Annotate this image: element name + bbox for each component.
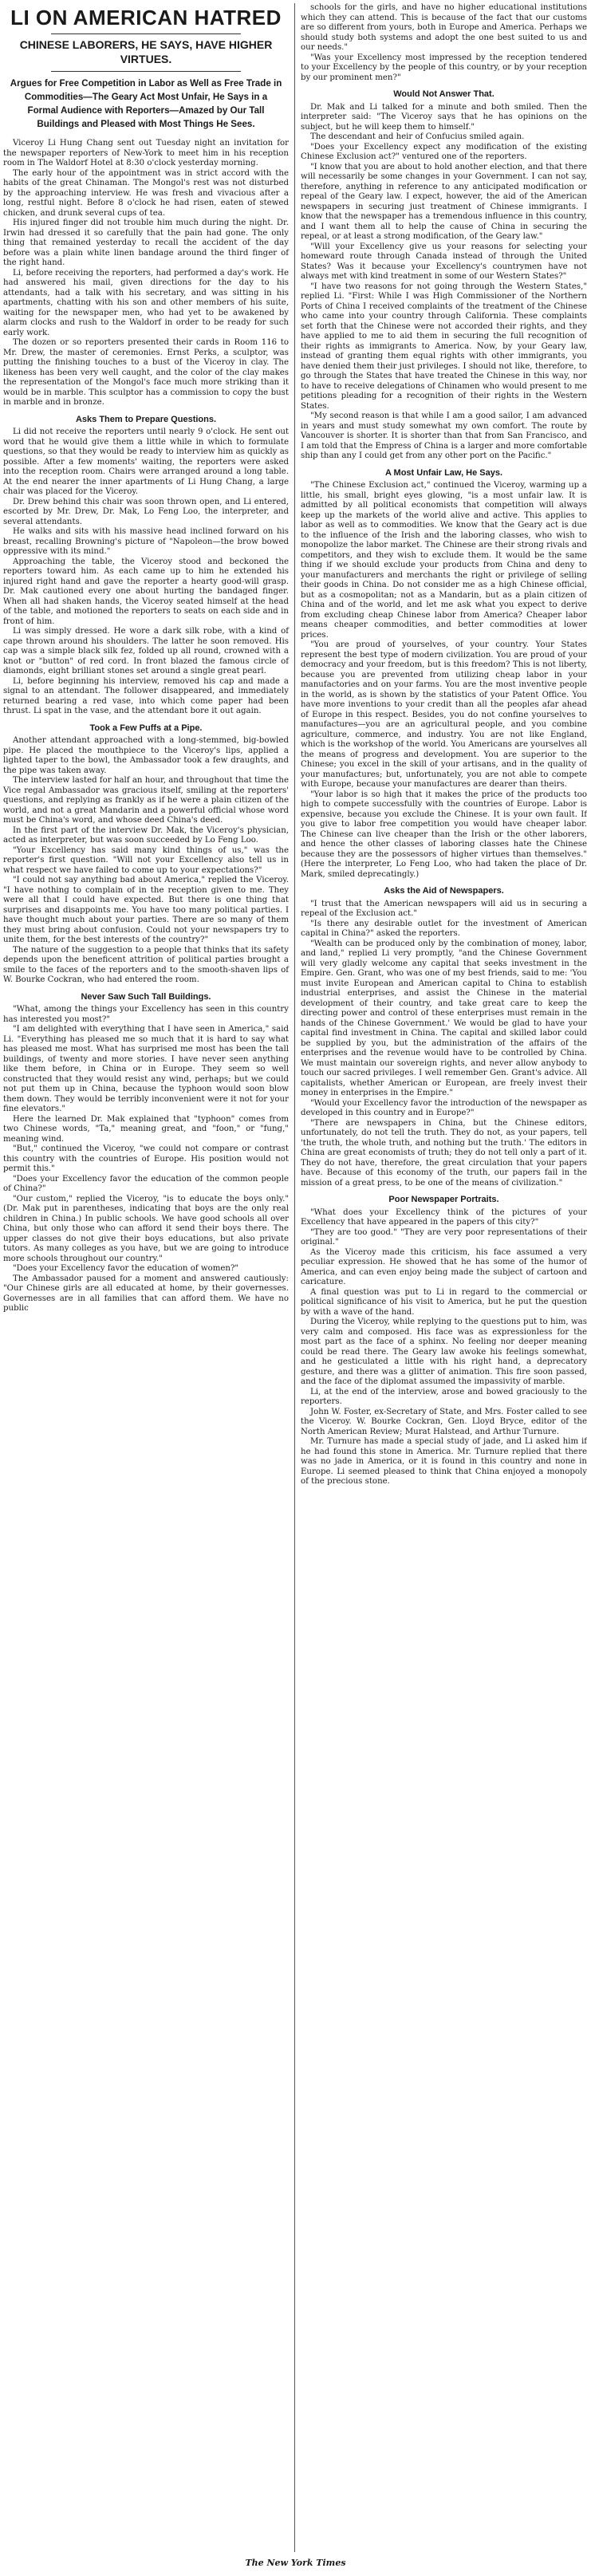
article-paragraph: Another attendant approached with a long-stemmed, big-bowled pipe. He placed the mouthpiece to the Viceroy's lips, applied a lighted taper to the bowl, the Ambassador took a few draughts, and the pipe was taken away. <box>3 736 289 775</box>
article-paragraph: "Your labor is so high that it makes the price of the products too high to compete successfully with the countries of Europe. Labor is expensive, because you exclude the Chinese. It is your own fault. If you give to labor free competition you would have cheaper labor. The Chinese can live cheaper than the Irish or the other laborers, and hence the other classes of laboring classes hate the Chinese because they are the possessors of higher virtues than themselves." (Here the interpreter, Lo Feng Loo, who had taken the place of Dr. Mark, smiled deprecatingly.) <box>301 790 587 879</box>
left-column-body <box>3 139 289 1314</box>
article-paragraph: "What, among the things your Excellency has seen in this country has interested you most?" <box>3 1005 289 1024</box>
article-paragraph: A final question was put to Li in regard to the commercial or political significance of his visit to America, but he put the question by with a wave of the hand. <box>301 1287 587 1317</box>
article-paragraph: "Our custom," replied the Viceroy, "is to educate the boys only." (Dr. Mak put in parentheses, indicating that boys are the only real children in China.) In public schools. We have good schools all over China, but only those who can afford it send their boys there. The upper classes do not give their boys educations, but also private tutors. As many colleges as you have, but we are going to introduce more schools throughout our country." <box>3 1194 289 1263</box>
masthead-footer: The New York Times <box>245 2558 346 2568</box>
article-paragraph: The nature of the suggestion to a people that thinks that its safety depends upon the beneficent attrition of political parties brought a smile to the faces of the reporters and to the smooth-shaven lips of W. Bourke Cockran, who had entered the room. <box>3 945 289 984</box>
section-subhead: Never Saw Such Tall Buildings. <box>81 991 211 1002</box>
subheadline: CHINESE LABORERS, HE SAYS, HAVE HIGHER VIRTUES. <box>19 38 273 65</box>
left-column <box>3 3 295 2552</box>
article-paragraph: He walks and sits with his massive head inclined forward on his breast, recalling Browning's picture of "Napoleon—the brow bowed oppressive with its mind." <box>3 527 289 556</box>
article-paragraph: "Is there any desirable outlet for the investment of American capital in China?" asked the reporters. <box>301 919 587 938</box>
article-paragraph: Li was simply dressed. He wore a dark silk robe, with a kind of cape thrown around his shoulders. The latter he soon removed. His cap was a simple black silk fez, folded up all round, crowned with a knot or "button" of red cord. In front blazed the famous circle of diamonds, eight brilliant stones set around a single great pearl. <box>3 627 289 676</box>
article-paragraph: The interview lasted for half an hour, and throughout that time the Vice regal Ambassador was gracious itself, smiling at the reporters' questions, and replying as frankly as if he were a plain citizen of the world, and not a great Mandarin and a powerful official whose word must be China's word, and whose deed China's deed. <box>3 776 289 825</box>
article-paragraph: Li, before beginning his interview, removed his cap and made a signal to an attendant. The follower disappeared, and immediately returned bearing a red vase, into which come paper had been thrust. Li spat in the vase, and the attendant bore it out again. <box>3 676 289 715</box>
article-paragraph: "Was your Excellency most impressed by the reception tendered to your Excellency by the people of this country, or by your reception by our prominent men?" <box>301 53 587 82</box>
article-paragraph: "What does your Excellency think of the pictures of your Excellency that have appeared in the papers of this city?" <box>301 1207 587 1227</box>
article-paragraph: Here the learned Dr. Mak explained that "typhoon" comes from two Chinese words, "Ta," meaning great, and "foon," or "fung," meaning wind. <box>3 1114 289 1144</box>
article-paragraph: Li did not receive the reporters until nearly 9 o'clock. He sent out word that he would give them a little while in which to formulate questions, so that they would be ready to interview him as quickly as possible. After a few moments' waiting, the reporters were asked into the reception room. Chairs were arranged around a long table. At the end nearer the inner apartments of Li Hung Chang, a large chair was placed for the Viceroy. <box>3 427 289 496</box>
right-column <box>295 3 587 2552</box>
article-paragraph: The dozen or so reporters presented their cards in Room 116 to Mr. Drew, the master of ceremonies. Ernst Perks, a sculptor, was putting the finishing touches to a bust of the Viceroy in clay. The likeness has been very well caught, and the color of the clay makes the representation of the Mongol's face much more striking than it would be in marble. This sculptor has a commission to copy the bust in marble and in bronze. <box>3 338 289 407</box>
article-paragraph: "Will your Excellency give us your reasons for selecting your homeward route through Canada instead of through the United States? Was it because your Excellency's countrymen have not always met with kind treatment in some of our Western States?" <box>301 242 587 281</box>
article-paragraph: "I am delighted with everything that I have seen in America," said Li. "Everything has pleased me so much that it is hard to say what has pleased me most. What has surprised me most has been the tall buildings, of twenty and more stories. I have never seen anything like them before, in China or in Europe. They seem so well constructed that they would resist any wind, perhaps; but we could not put them up in China, because the typhoon would soon blow them down. They would be terribly inconvenient were it not for your fine elevators." <box>3 1025 289 1113</box>
section-subhead: Would Not Answer That. <box>393 89 494 99</box>
right-column-body <box>301 3 587 1487</box>
article-paragraph: "You are proud of yourselves, of your country. Your States represent the best type of modern civilization. You are proud of your democracy and your freedom, but is this freedom? This is not liberty, because you are prevented from utilizing cheap labor in your manufactories and on your farms. You are the most inventive people in the world, as is shown by the statistics of your Patent Office. You have more inventions to your credit than all the peoples afar ahead of Europe in this respect. Besides, you do not confine yourselves to manufactures—you are an agricultural people, and you combine agriculture, commerce, and industry. You are not like England, which is the workshop of the world. You Americans are yourselves all the means of progress and development. You are superior to the Chinese; you excel in the skill of your artisans, and in the quality of your manufactures; but, unfortunately, you are not able to compete with Europe, because your manufactures are dearer than theirs. <box>301 640 587 789</box>
article-paragraph: His injured finger did not trouble him much during the night. Dr. Irwin had dressed it so carefully that the pain had gone. The only thing that remained yesterday to recall the accident of the day before was a plain white linen bandage around the third finger of the right hand. <box>3 219 289 267</box>
article-paragraph: Dr. Mak and Li talked for a minute and both smiled. Then the interpreter said: "The Viceroy says that he has opinions on the subject, but he will keep them to himself." <box>301 102 587 132</box>
article-paragraph: "The Chinese Exclusion act," continued the Viceroy, warming up a little, his small, bright eyes glowing, "is a most unfair law. It is admitted by all political economists that competition will always keep up the markets of the world alive and active. This applies to labor as well as to commodities. We know that the Geary act is due to the influence of the Irish and the laboring classes, who wish to monopolize the labor market. The Chinese are their strong rivals and competitors, and they wish to exclude them. It would be the same thing if we should exclude your products from China and deny to your manufacturers and merchants the right or privilege of selling their goods in China. Do not consider me as a high Chinese official, but as a cosmopolitan; not as a Mandarin, but as a plain citizen of China and of the world, and let me ask what you expect to derive from excluding cheap Chinese labor from America? Cheaper labor means cheaper commodities, and better commodities at lower prices. <box>301 481 587 640</box>
article-paragraph: The Ambassador paused for a moment and answered cautiously: "Our Chinese girls are all educated at home, by their governesses. Governesses are in all families that can afford them. We have no public <box>3 1274 289 1313</box>
article-paragraph: "Does your Excellency favor the education of the common people of China?" <box>3 1174 289 1193</box>
article-paragraph: During the Viceroy, while replying to the questions put to him, was very calm and composed. His face was as expressionless for the most part as the face of a sphinx. No feeling nor deeper meaning could be read there. The Geary law awoke his feelings somewhat, and he gesticulated a little with his right hand, a deprecatory gesture, and there was a glitter of animation. This fire soon passed, and the face of the diplomat assumed the impassivity of marble. <box>301 1318 587 1386</box>
article-paragraph: "They are too good." "They are very poor representations of their original." <box>301 1227 587 1247</box>
article-paragraph: "My second reason is that while I am a good sailor, I am advanced in years and must study somewhat my own comfort. The route by Vancouver is shorter. It is shorter than that from San Francisco, and I am told that the Empress of China is a larger and more comfortable ship than any I could get from any other port on the Pacific." <box>301 412 587 460</box>
article-paragraph: "I have two reasons for not going through the Western States," replied Li. "First: While I was High Commissioner of the Northern Ports of China I received complaints of the treatment of the Chinese who came into your country through California. These complaints set forth that the Chinese were not accorded their rights, and they have applied to me to aid them in securing the full recognition of their rights as immigrants to America. Now, by your Geary law, instead of granting them equal rights with other immigrants, you have denied them their just privileges. I should not like, therefore, to go through the States that have treated the Chinese in this way, nor to have to receive delegations of Chinamen who would present to me petitions pleading for a recognition of their rights in the Western States. <box>301 282 587 411</box>
article-paragraph: Li, before receiving the reporters, had performed a day's work. He had answered his mail, given directions for the day to his attendants, had a talk with his secretary, and was sitting in his apartments, chatting with his son and other members of his suite, waiting for the newspaper men, who had yet to be awakened by alarm clocks and rush to the Waldorf in order to be ready for such early work. <box>3 268 289 337</box>
article-paragraph: "Wealth can be produced only by the combination of money, labor, and land," replied Li very promptly, "and the Chinese Government will very gladly welcome any capital that seeks investment in the Empire. Gen. Grant, who was one of my best friends, said to me: 'You must invite European and American capital to China to establish industrial enterprises, and assist the Chinese in the material development of their country, and take great care to keep the directing power and control of these enterprises must remain in the hands of the Chinese Government.' We would be glad to have your capital find investment in China. The capital and skilled labor could be supplied by you, but the administration of the affairs of the enterprises and the revenue would have to be controlled by China. We must maintain our sovereign rights, and never allow anybody to touch our sacred privileges. I well remember Gen. Grant's advice. All capitalists, whether American or European, are freely invest their money in enterprises in the Empire." <box>301 939 587 1097</box>
article-paragraph: John W. Foster, ex-Secretary of State, and Mrs. Foster called to see the Viceroy. W. Bourke Cockran, Gen. Lloyd Bryce, editor of the North American Review; Murat Halstead, and Arthur Turnure. <box>301 1407 587 1436</box>
newspaper-page <box>3 3 588 2552</box>
headline: LI ON AMERICAN HATRED <box>10 6 282 30</box>
article-paragraph: The descendant and heir of Confucius smiled again. <box>310 132 525 141</box>
article-paragraph: Viceroy Li Hung Chang sent out Tuesday night an invitation for the newspaper reporters of New-York to meet him in his reception room in The Waldorf Hotel at 8:30 o'clock yesterday morning. <box>3 139 289 167</box>
section-subhead: Poor Newspaper Portraits. <box>388 1195 499 1204</box>
article-paragraph: As the Viceroy made this criticism, his face assumed a very peculiar expression. He showed that he has some of the humor of America, and can even enjoy being made the subject of cartoon and caricature. <box>301 1247 587 1286</box>
deck-rule <box>51 71 241 72</box>
section-subhead: Took a Few Puffs at a Pipe. <box>89 723 203 733</box>
article-paragraph: "I trust that the American newspapers will aid us in securing a repeal of the Exclusion act." <box>301 899 587 918</box>
article-paragraph: "I could not say anything bad about America," replied the Viceroy. "I have nothing to complain of in the reception given to me. They were all that I could have expected. But there is one thing that surprises and disappoints me. You have too many political parties. I have thought much about your parties. There are so many of them they must bring about confusion. Could not your newspapers try to unite them, for the best interests of the country?" <box>3 876 289 944</box>
article-paragraph: Approaching the table, the Viceroy stood and beckoned the reporters toward him. As each came up to him he extended his injured right hand and gave the reporter a hearty good-will grasp. Dr. Mak cautioned every one about hurting the bandaged finger. When all had shaken hands, the Viceroy seated himself at the head of the table, and motioned the reporters to seats on each side and in front of him. <box>3 557 289 626</box>
section-subhead: Asks the Aid of Newspapers. <box>384 886 504 896</box>
article-paragraph: "Your Excellency has said many kind things of us," was the reporter's first question. "Will not your Excellency also tell us in what respect we have failed to come up to your expectations?" <box>3 845 289 875</box>
article-paragraph: Li, at the end of the interview, arose and bowed graciously to the reporters. <box>301 1387 587 1406</box>
summary-deck: Argues for Free Competition in Labor as Well as Free Trade in Commodities—The Geary Act Most Unfair, He Says in a Formal Audience with Reporters—Amazed by Our Tall Buildings and Pleased with Most Things He Sees. <box>10 78 282 129</box>
article-paragraph: Mr. Turnure has made a special study of jade, and Li asked him if he had found this stone in America. Mr. Turnure replied that there was no jade in America, or it is found in this country and none in Europe. Li seemed pleased to think that China enjoyed a monopoly of the precious stone. <box>301 1437 587 1486</box>
article-paragraph: "Does your Excellency expect any modification of the existing Chinese Exclusion act?" ventured one of the reporters. <box>301 142 587 161</box>
article-paragraph: "Does your Excellency favor the education of women?" <box>13 1264 239 1273</box>
article-paragraph: schools for the girls, and have no higher educational institutions which they can attend. This is because of the fact that our customs are so different from yours, both in Europe and America. Perhaps we should study both systems and adopt the one best suited to us and our needs." <box>301 3 587 52</box>
article-paragraph: "Would your Excellency favor the introduction of the newspaper as developed in this country and in Europe?" <box>301 1098 587 1117</box>
headline-rule <box>51 33 241 34</box>
article-paragraph: Dr. Drew behind this chair was soon thrown open, and Li entered, escorted by Mr. Drew, Dr. Mak, Lo Feng Loo, the interpreter, and several attendants. <box>3 497 289 526</box>
article-paragraph: "I know that you are about to hold another election, and that there will necessarily be some changes in your Government. I can not say, therefore, anything in reference to any anticipated modification or repeal of the Geary law. I expect, however, the aid of the American newspapers in securing just treatment of Chinese immigrants. I know that the newspaper has a tremendous influence in this country, and I want them all to help the cause of China in securing the repeal, or at least a strong modification, of the Geary law." <box>301 162 587 241</box>
article-paragraph: The early hour of the appointment was in strict accord with the habits of the great Chinaman. The Mongol's rest was not disturbed by the approaching interview. He was fresh and vivacious after a long, restful night. Before 8 o'clock he had risen, eaten of stewed chicken, and drunk several cups of tea. <box>3 168 289 218</box>
article-paragraph: "There are newspapers in China, but the Chinese editors, unfortunately, do not tell the truth. They do not, as your papers, tell 'the truth, the whole truth, and nothing but the truth.' The editors in China are great economists of truth; they do not tell only a part of it. They do not have, therefore, the great circulation that your papers have. Because of this economy of the truth, our papers fail in the mission of a great press, to be one of the means of civilization." <box>301 1118 587 1188</box>
article-paragraph: "But," continued the Viceroy, "we could not compare or contrast this country with the countries of Europe. His position would not permit this." <box>3 1144 289 1173</box>
article-paragraph: In the first part of the interview Dr. Mak, the Viceroy's physician, acted as interpreter, but was soon succeeded by Lo Feng Loo. <box>3 825 289 845</box>
section-subhead: A Most Unfair Law, He Says. <box>384 467 503 478</box>
section-subhead: Asks Them to Prepare Questions. <box>75 414 217 424</box>
